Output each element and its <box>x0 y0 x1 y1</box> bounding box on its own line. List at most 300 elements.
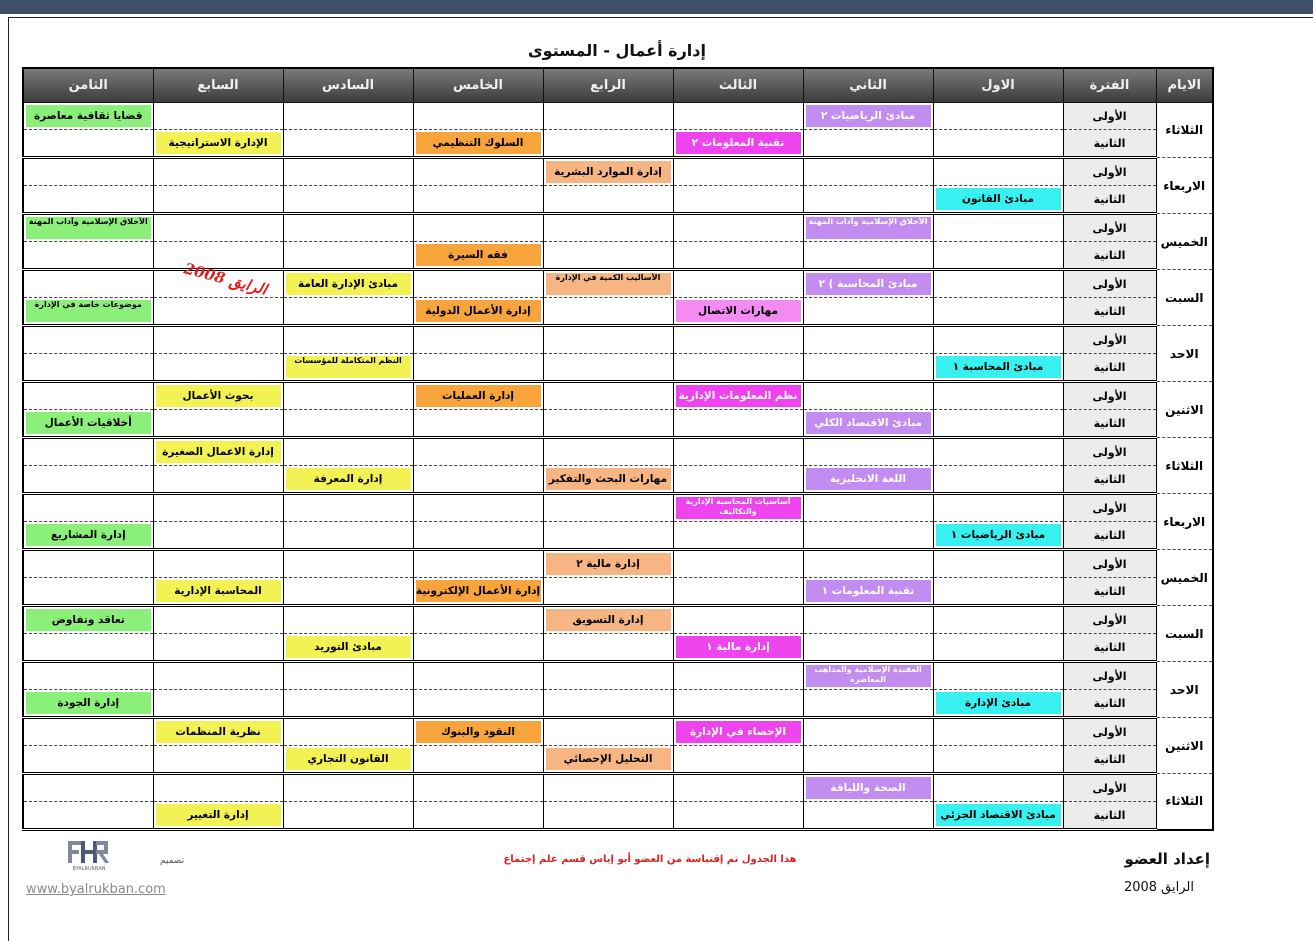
schedule-cell <box>23 270 153 298</box>
schedule-cell <box>543 410 673 438</box>
footer-note: هذا الجدول تم إقتباسة من العضو أبو إياس قسم علم إجتماع <box>503 854 797 865</box>
schedule-cell <box>803 438 933 466</box>
course-label: السلوك التنظيمي <box>416 132 541 154</box>
schedule-cell <box>933 270 1063 298</box>
schedule-cell <box>283 494 413 522</box>
schedule-cell <box>23 746 153 774</box>
schedule-cell <box>673 522 803 550</box>
table-row <box>23 103 1213 130</box>
course-label: موضوعات خاصة في الإدارة <box>26 300 151 322</box>
schedule-cell <box>803 242 933 270</box>
period-cell: الأولى <box>1063 382 1156 410</box>
course-label: فقه السيرة <box>416 244 541 266</box>
course-label: إدارة الأعمال الدولية <box>416 300 541 322</box>
schedule-cell <box>413 410 543 438</box>
period-cell: الثانية <box>1063 746 1156 774</box>
course-label: القانون التجاري <box>286 748 411 770</box>
schedule-cell <box>543 186 673 214</box>
schedule-cell <box>153 494 283 522</box>
period-cell: الثانية <box>1063 522 1156 550</box>
schedule-cell <box>933 662 1063 690</box>
schedule-cell <box>933 550 1063 578</box>
header-level-6: السادس <box>283 68 413 103</box>
period-cell: الأولى <box>1063 103 1156 130</box>
period-cell: الأولى <box>1063 774 1156 802</box>
schedule-cell <box>153 578 283 606</box>
schedule-cell <box>153 158 283 186</box>
course-label: مبادئ الإدارة العامة <box>286 273 411 295</box>
course-label: إدارة التسويق <box>546 609 671 631</box>
table-row <box>23 774 1213 802</box>
table-row <box>23 354 1213 382</box>
course-label: مبادئ الرياضيات ١ <box>936 524 1061 546</box>
schedule-cell <box>933 438 1063 466</box>
schedule-cell <box>803 298 933 326</box>
course-label: اللغة الانجليزية <box>806 468 931 490</box>
course-label: مبادئ الاقتصاد الكلي <box>806 412 931 434</box>
design-label: تصميم <box>160 856 185 866</box>
schedule-cell <box>283 662 413 690</box>
schedule-cell <box>803 522 933 550</box>
schedule-cell <box>153 522 283 550</box>
period-cell: الأولى <box>1063 550 1156 578</box>
schedule-cell <box>673 326 803 354</box>
schedule-cell <box>673 746 803 774</box>
schedule-cell <box>673 662 803 690</box>
period-cell: الأولى <box>1063 326 1156 354</box>
period-cell: الأولى <box>1063 662 1156 690</box>
schedule-cell <box>933 103 1063 130</box>
schedule-cell <box>413 578 543 606</box>
header-level-4: الرابع <box>543 68 673 103</box>
schedule-cell <box>283 690 413 718</box>
day-cell: الثلاثاء <box>1156 438 1213 494</box>
schedule-cell <box>803 270 933 298</box>
schedule-cell <box>543 746 673 774</box>
course-label: إدارة المشاريع <box>26 524 151 546</box>
period-cell: الثانية <box>1063 466 1156 494</box>
period-cell: الثانية <box>1063 242 1156 270</box>
schedule-cell <box>933 802 1063 830</box>
schedule-cell <box>413 662 543 690</box>
day-cell: الاربعاء <box>1156 494 1213 550</box>
schedule-cell <box>283 466 413 494</box>
schedule-cell <box>153 690 283 718</box>
schedule-cell <box>673 438 803 466</box>
schedule-cell <box>23 214 153 242</box>
schedule-cell <box>803 718 933 746</box>
day-cell: السبت <box>1156 270 1213 326</box>
schedule-cell <box>673 103 803 130</box>
schedule-cell <box>153 550 283 578</box>
period-cell: الثانية <box>1063 690 1156 718</box>
course-label: إدارة المعرفة <box>286 468 411 490</box>
schedule-cell <box>23 186 153 214</box>
schedule-cell <box>23 438 153 466</box>
schedule-cell <box>933 606 1063 634</box>
schedule-cell <box>413 746 543 774</box>
course-label: إدارة مالية ٢ <box>546 553 671 575</box>
course-label: العقيدة الإسلامية والمذاهب المعاصرة <box>806 665 931 687</box>
schedule-cell <box>283 298 413 326</box>
period-cell: الأولى <box>1063 494 1156 522</box>
schedule-cell <box>933 690 1063 718</box>
course-label: إدارة الموارد البشرية <box>546 161 671 183</box>
schedule-cell <box>673 466 803 494</box>
course-label: نظم المعلومات الإدارية <box>676 385 801 407</box>
course-label: الأخلاق الإسلامية وآداب المهنة <box>26 217 151 239</box>
schedule-cell <box>933 326 1063 354</box>
schedule-cell <box>283 382 413 410</box>
schedule-cell <box>283 214 413 242</box>
period-cell: الأولى <box>1063 606 1156 634</box>
schedule-cell <box>283 746 413 774</box>
schedule-cell <box>933 718 1063 746</box>
schedule-cell <box>933 158 1063 186</box>
day-cell: الخميس <box>1156 550 1213 606</box>
schedule-cell <box>803 606 933 634</box>
schedule-cell <box>23 718 153 746</box>
table-row <box>23 466 1213 494</box>
schedule-cell <box>673 634 803 662</box>
schedule-cell <box>413 634 543 662</box>
page-title: إدارة أعمال - المستوى <box>528 41 706 60</box>
schedule-cell <box>153 606 283 634</box>
schedule-cell <box>23 522 153 550</box>
schedule-cell <box>543 690 673 718</box>
day-cell: الخميس <box>1156 214 1213 270</box>
schedule-cell <box>543 634 673 662</box>
course-label: إدارة الجودة <box>26 692 151 714</box>
schedule-cell <box>23 158 153 186</box>
schedule-cell <box>933 186 1063 214</box>
schedule-cell <box>153 214 283 242</box>
day-cell: الاربعاء <box>1156 158 1213 214</box>
schedule-cell <box>543 802 673 830</box>
schedule-cell <box>933 214 1063 242</box>
header-level-1: الاول <box>933 68 1063 103</box>
schedule-cell <box>23 578 153 606</box>
course-label: مبادئ الرياضيات ٢ <box>806 105 931 127</box>
schedule-cell <box>153 634 283 662</box>
schedule-cell <box>803 214 933 242</box>
schedule-cell <box>673 298 803 326</box>
table-row <box>23 130 1213 158</box>
schedule-cell <box>933 410 1063 438</box>
day-cell: الثلاثاء <box>1156 774 1213 830</box>
table-row <box>23 746 1213 774</box>
logo-icon <box>66 838 112 868</box>
schedule-cell <box>673 354 803 382</box>
schedule-cell <box>413 718 543 746</box>
schedule-cell <box>283 522 413 550</box>
schedule-cell <box>543 438 673 466</box>
schedule-cell <box>153 326 283 354</box>
course-label: أخلاقيات الأعمال <box>26 412 151 434</box>
schedule-cell <box>153 354 283 382</box>
brand-logo <box>66 838 112 872</box>
schedule-cell <box>933 298 1063 326</box>
table-row <box>23 634 1213 662</box>
course-label: مهارات البحث والتفكير <box>546 468 671 490</box>
course-label: مبادئ المحاسبة ١ <box>936 356 1061 378</box>
schedule-cell <box>283 774 413 802</box>
schedule-cell <box>543 606 673 634</box>
schedule-cell <box>933 578 1063 606</box>
schedule-cell <box>23 690 153 718</box>
schedule-table <box>22 67 1214 831</box>
schedule-cell <box>673 802 803 830</box>
course-label: تعاقد وتفاوض <box>26 609 151 631</box>
schedule-cell <box>803 466 933 494</box>
schedule-cell <box>413 494 543 522</box>
schedule-cell <box>153 242 283 270</box>
schedule-cell <box>413 690 543 718</box>
schedule-cell <box>543 494 673 522</box>
table-row <box>23 298 1213 326</box>
table-row <box>23 214 1213 242</box>
schedule-cell <box>413 522 543 550</box>
course-label: إدارة الاعمال الصغيرة <box>156 441 281 463</box>
schedule-cell <box>153 103 283 130</box>
schedule-cell <box>23 662 153 690</box>
course-label: قضايا ثقافية معاصرة <box>26 105 151 127</box>
schedule-cell <box>543 718 673 746</box>
schedule-cell <box>803 410 933 438</box>
period-cell: الثانية <box>1063 130 1156 158</box>
schedule-cell <box>413 382 543 410</box>
course-label: المحاسبة الإدارية <box>156 580 281 602</box>
header-level-8: الثامن <box>23 68 153 103</box>
schedule-cell <box>413 103 543 130</box>
table-row <box>23 522 1213 550</box>
schedule-cell <box>413 550 543 578</box>
schedule-cell <box>23 242 153 270</box>
schedule-cell <box>153 130 283 158</box>
schedule-cell <box>283 103 413 130</box>
schedule-cell <box>283 354 413 382</box>
schedule-cell <box>543 522 673 550</box>
schedule-cell <box>23 354 153 382</box>
schedule-cell <box>543 270 673 298</box>
period-cell: الثانية <box>1063 634 1156 662</box>
schedule-cell <box>803 326 933 354</box>
schedule-cell <box>673 578 803 606</box>
schedule-cell <box>673 606 803 634</box>
table-row <box>23 690 1213 718</box>
schedule-cell <box>543 466 673 494</box>
course-label: أساسيات المحاسبة الإدارية والتكاليف <box>676 497 801 519</box>
schedule-cell <box>673 550 803 578</box>
schedule-cell <box>153 410 283 438</box>
course-label: الأساليب الكمية في الإدارة <box>546 273 671 295</box>
schedule-cell <box>283 130 413 158</box>
website-link[interactable]: www.byalrukban.com <box>26 882 166 897</box>
schedule-cell <box>803 578 933 606</box>
schedule-cell <box>543 382 673 410</box>
schedule-cell <box>413 326 543 354</box>
schedule-cell <box>153 186 283 214</box>
schedule-cell <box>413 214 543 242</box>
schedule-cell <box>933 774 1063 802</box>
table-row <box>23 662 1213 690</box>
course-label: النقود والبنوك <box>416 721 541 743</box>
schedule-cell <box>543 326 673 354</box>
schedule-cell <box>413 270 543 298</box>
schedule-cell <box>543 158 673 186</box>
schedule-cell <box>23 130 153 158</box>
schedule-cell <box>543 103 673 130</box>
period-cell: الثانية <box>1063 410 1156 438</box>
table-row <box>23 438 1213 466</box>
schedule-cell <box>803 130 933 158</box>
schedule-cell <box>153 802 283 830</box>
schedule-cell <box>803 690 933 718</box>
schedule-cell <box>23 298 153 326</box>
schedule-cell <box>543 662 673 690</box>
schedule-cell <box>413 354 543 382</box>
prepared-by: إعداد العضو <box>1124 850 1210 868</box>
schedule-cell <box>153 662 283 690</box>
schedule-cell <box>803 634 933 662</box>
course-label: إدارة العمليات <box>416 385 541 407</box>
course-label: إدارة التغيير <box>156 804 281 826</box>
table-row <box>23 158 1213 186</box>
day-cell: الاحد <box>1156 662 1213 718</box>
course-label: نظرية المنظمات <box>156 721 281 743</box>
logo-text: BYALRUKBAN <box>72 866 106 872</box>
course-label: الإحصاء في الإدارة <box>676 721 801 743</box>
schedule-cell <box>413 158 543 186</box>
table-row <box>23 606 1213 634</box>
header-level-5: الخامس <box>413 68 543 103</box>
header-level-3: الثالث <box>673 68 803 103</box>
schedule-cell <box>933 466 1063 494</box>
schedule-cell <box>673 410 803 438</box>
schedule-cell <box>673 718 803 746</box>
schedule-cell <box>23 103 153 130</box>
course-label: تقنية المعلومات ٢ <box>676 132 801 154</box>
schedule-cell <box>23 466 153 494</box>
schedule-cell <box>413 774 543 802</box>
period-cell: الثانية <box>1063 802 1156 830</box>
schedule-cell <box>673 382 803 410</box>
schedule-cell <box>23 550 153 578</box>
schedule-cell <box>933 494 1063 522</box>
course-label: مبادئ المحاسبة ) ٢ <box>806 273 931 295</box>
table-row <box>23 494 1213 522</box>
course-label: الصحة واللياقة <box>806 777 931 799</box>
schedule-cell <box>283 606 413 634</box>
schedule-cell <box>23 606 153 634</box>
schedule-cell <box>153 382 283 410</box>
schedule-cell <box>803 494 933 522</box>
schedule-cell <box>673 186 803 214</box>
schedule-cell <box>23 410 153 438</box>
schedule-cell <box>933 634 1063 662</box>
table-row <box>23 382 1213 410</box>
schedule-cell <box>23 634 153 662</box>
period-cell: الأولى <box>1063 270 1156 298</box>
schedule-cell <box>673 158 803 186</box>
schedule-cell <box>543 550 673 578</box>
schedule-cell <box>283 270 413 298</box>
period-cell: الأولى <box>1063 718 1156 746</box>
course-label: مبادئ القانون <box>936 188 1061 210</box>
schedule-cell <box>413 466 543 494</box>
schedule-cell <box>283 158 413 186</box>
schedule-cell <box>543 298 673 326</box>
schedule-cell <box>153 718 283 746</box>
table-row <box>23 550 1213 578</box>
schedule-cell <box>803 103 933 130</box>
schedule-cell <box>413 130 543 158</box>
period-cell: الأولى <box>1063 214 1156 242</box>
course-label: الإدارة الاستراتيجية <box>156 132 281 154</box>
schedule-cell <box>803 186 933 214</box>
course-label: مبادئ الاقتصاد الجزئي <box>936 804 1061 826</box>
schedule-cell <box>283 326 413 354</box>
course-label: مبادئ الإدارة <box>936 692 1061 714</box>
schedule-cell <box>413 186 543 214</box>
schedule-cell <box>933 242 1063 270</box>
period-cell: الثانية <box>1063 298 1156 326</box>
schedule-cell <box>283 186 413 214</box>
table-row <box>23 802 1213 830</box>
schedule-cell <box>933 130 1063 158</box>
author-stamp: الرايق 2008 <box>182 259 269 299</box>
header-level-2: الثاني <box>803 68 933 103</box>
schedule-cell <box>933 382 1063 410</box>
table-row <box>23 718 1213 746</box>
table-row <box>23 326 1213 354</box>
window-top-bar <box>0 0 1313 14</box>
header-period: الفترة <box>1063 68 1156 103</box>
period-cell: الثانية <box>1063 578 1156 606</box>
schedule-cell <box>283 718 413 746</box>
schedule-cell <box>283 578 413 606</box>
schedule-cell <box>413 242 543 270</box>
course-label: التحليل الإحصائي <box>546 748 671 770</box>
schedule-cell <box>543 242 673 270</box>
period-cell: الأولى <box>1063 158 1156 186</box>
schedule-cell <box>283 634 413 662</box>
day-cell: الاثنين <box>1156 382 1213 438</box>
schedule-cell <box>673 494 803 522</box>
course-label: مهارات الاتصال <box>676 300 801 322</box>
schedule-cell <box>543 130 673 158</box>
schedule-cell <box>23 326 153 354</box>
schedule-cell <box>153 298 283 326</box>
schedule-cell <box>803 550 933 578</box>
day-cell: الاثنين <box>1156 718 1213 774</box>
schedule-cell <box>933 746 1063 774</box>
schedule-cell <box>23 802 153 830</box>
schedule-cell <box>543 774 673 802</box>
course-label: بحوث الأعمال <box>156 385 281 407</box>
schedule-cell <box>413 298 543 326</box>
course-label: مبادئ التوريد <box>286 636 411 658</box>
schedule-cell <box>673 130 803 158</box>
period-cell: الأولى <box>1063 438 1156 466</box>
schedule-cell <box>153 774 283 802</box>
period-cell: الثانية <box>1063 354 1156 382</box>
schedule-cell <box>673 242 803 270</box>
schedule-cell <box>283 438 413 466</box>
schedule-cell <box>283 802 413 830</box>
schedule-cell <box>673 214 803 242</box>
schedule-cell <box>413 802 543 830</box>
